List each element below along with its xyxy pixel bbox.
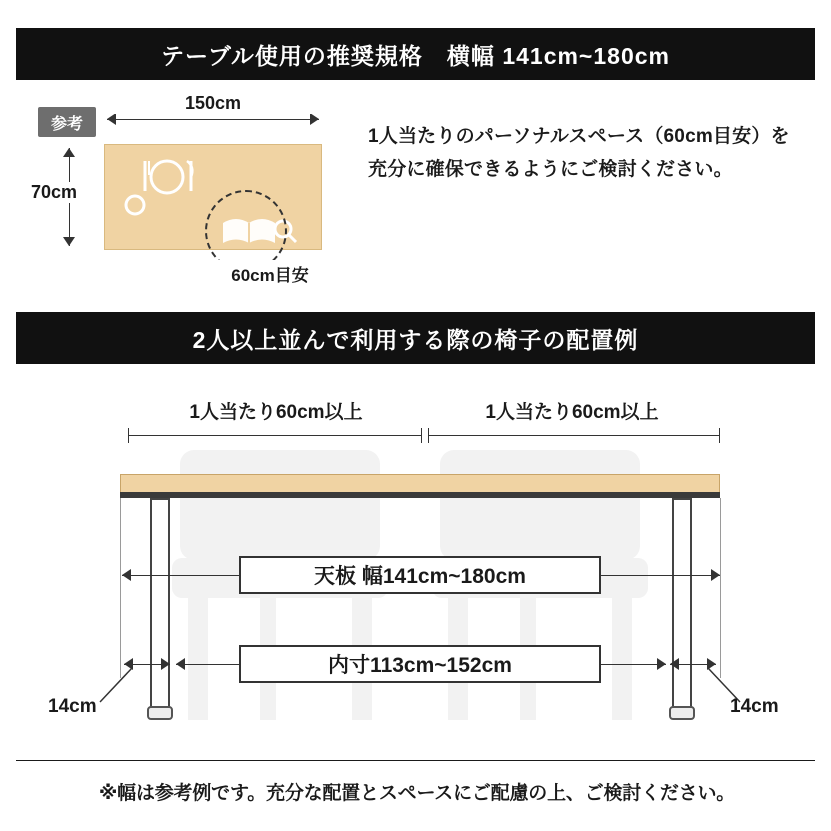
table-width-label: 150cm: [107, 93, 319, 114]
dimension-line: [107, 119, 319, 120]
arrow-head-right: [711, 569, 720, 581]
footnote-divider: [16, 760, 815, 761]
arrow-head-top: [63, 148, 75, 157]
reference-badge: 参考: [38, 107, 96, 137]
dimension-line: [128, 435, 422, 436]
table-depth-label: 70cm: [31, 182, 78, 202]
section-header-chair-layout: 2人以上並んで利用する際の椅子の配置例: [16, 312, 815, 364]
section-header-recommended-size: テーブル使用の推奨規格 横幅 141cm~180cm: [16, 28, 815, 80]
arrow-head-left: [107, 113, 116, 125]
dimension-line: [428, 435, 720, 436]
desk-top-edge: [120, 492, 720, 498]
cup-icon: [126, 196, 144, 214]
top-width-label: 天板 幅141cm~180cm: [239, 556, 601, 594]
leg-offset-leaders: [40, 650, 800, 720]
arrow-head-right: [310, 113, 319, 125]
plate-icon: [151, 161, 183, 193]
per-person-left-label: 1人当たり60cm以上: [189, 402, 363, 423]
chair-back: [440, 450, 640, 560]
table-width-dimension: [107, 93, 319, 126]
per-person-right-label: 1人当たり60cm以上: [485, 402, 659, 423]
arrow-head-left: [122, 569, 131, 581]
arrow-head-bottom: [63, 237, 75, 246]
footnote-text: ※幅は参考例です。充分な配置とスペースにご配慮の上、ご検討ください。: [98, 783, 736, 804]
chair-back: [180, 450, 380, 560]
leader-line-left: [100, 668, 132, 702]
leg-offset-right-label: 14cm: [730, 696, 779, 717]
personal-space-label: 60cm目安: [205, 260, 335, 287]
leg-offset-left-label: 14cm: [48, 696, 97, 717]
personal-space-description: 1人当たりのパーソナルスペース（60cm目安）を充分に確保できるようにご検討ください。: [368, 126, 790, 181]
inner-width-label: 内寸113cm~152cm: [239, 645, 601, 683]
